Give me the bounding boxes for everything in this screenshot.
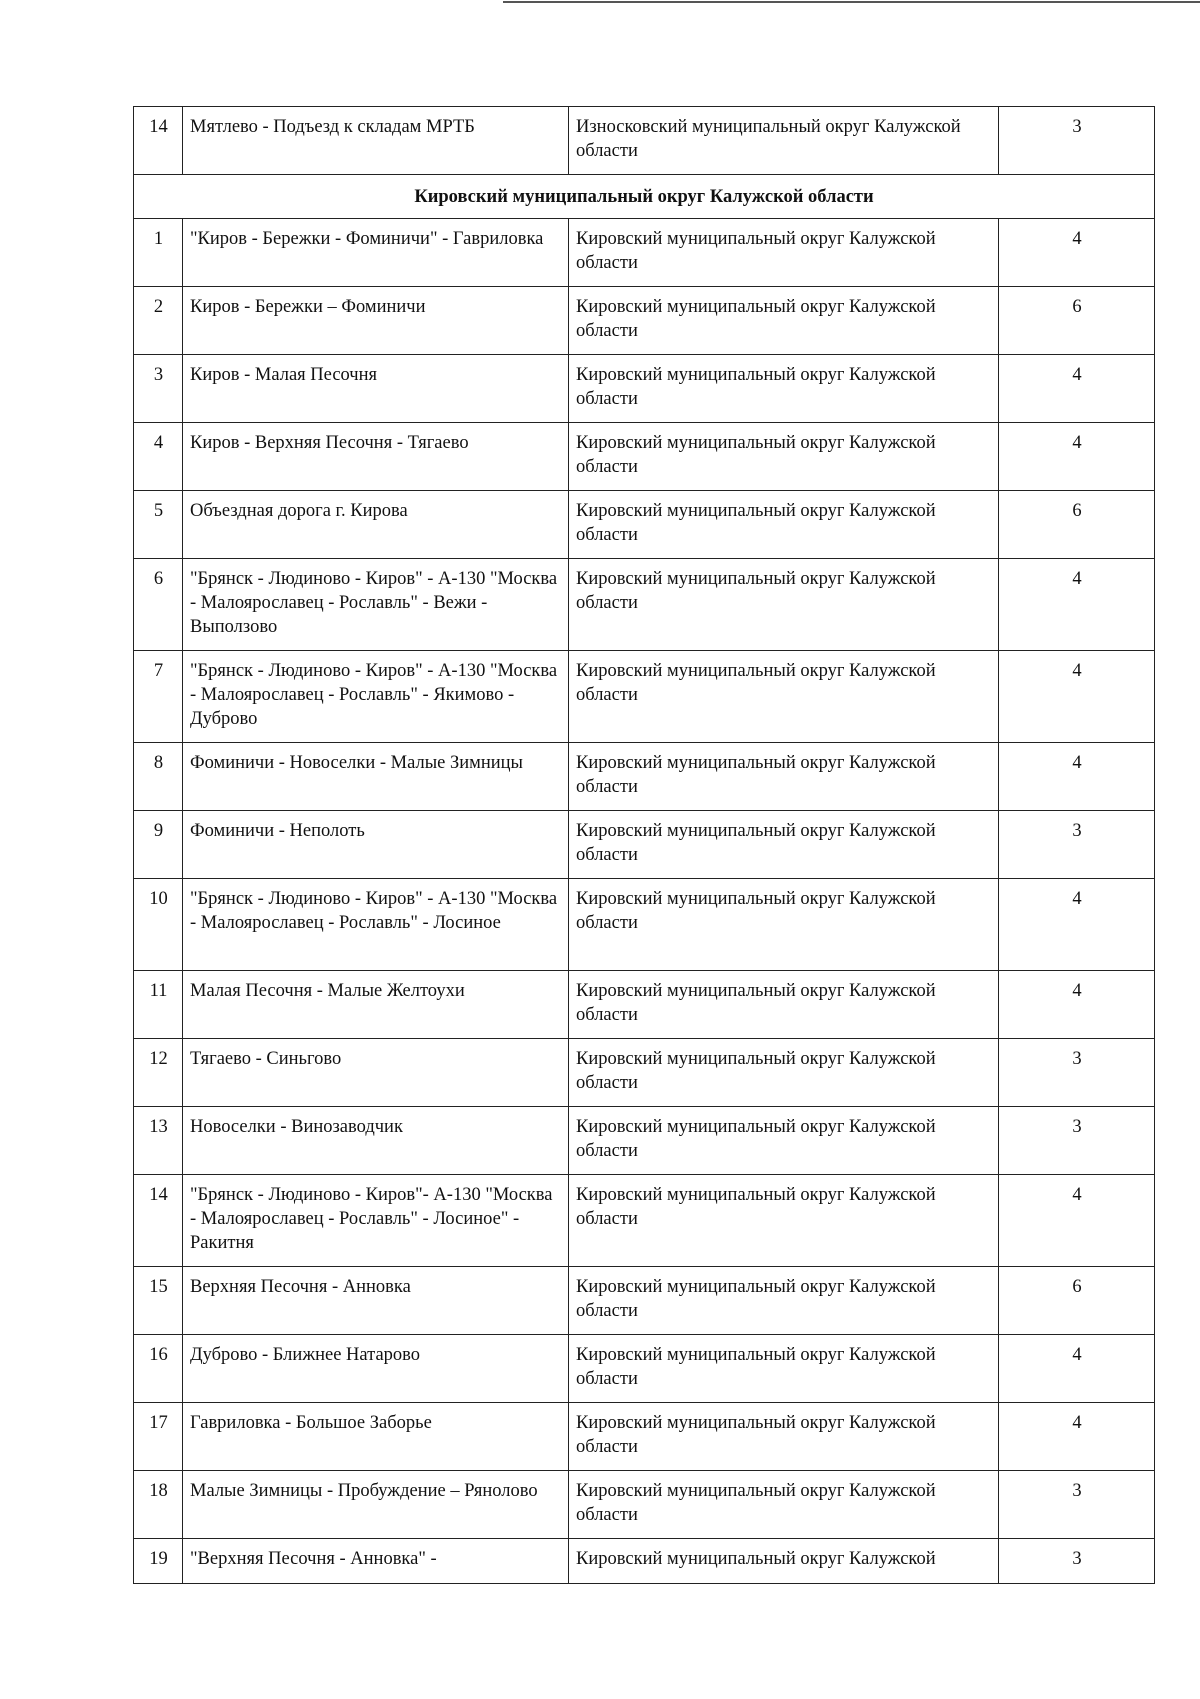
district-name: Кировский муниципальный округ Калужской области xyxy=(569,811,999,879)
road-name: "Верхняя Песочня - Анновка" - xyxy=(183,1539,569,1584)
row-number: 6 xyxy=(134,559,183,651)
row-number: 18 xyxy=(134,1471,183,1539)
road-name: Гавриловка - Большое Заборье xyxy=(183,1403,569,1471)
road-name: Верхняя Песочня - Анновка xyxy=(183,1267,569,1335)
district-name: Кировский муниципальный округ Калужской области xyxy=(569,1335,999,1403)
row-number: 10 xyxy=(134,879,183,971)
road-length: 6 xyxy=(999,491,1155,559)
road-length: 4 xyxy=(999,423,1155,491)
district-name: Кировский муниципальный округ Калужской области xyxy=(569,491,999,559)
table-row xyxy=(134,287,1155,355)
row-number: 16 xyxy=(134,1335,183,1403)
row-number: 3 xyxy=(134,355,183,423)
table-row xyxy=(134,1267,1155,1335)
roads-table-body xyxy=(134,107,1155,1584)
road-length: 6 xyxy=(999,287,1155,355)
road-name: "Брянск - Людиново - Киров" - А-130 "Москва - Малоярославец - Рославль" - Лосиное xyxy=(183,879,569,971)
table-row xyxy=(134,1175,1155,1267)
road-name: Объездная дорога г. Кирова xyxy=(183,491,569,559)
road-name: Киров - Бережки – Фоминичи xyxy=(183,287,569,355)
district-name: Кировский муниципальный округ Калужской области xyxy=(569,651,999,743)
road-name: Малая Песочня - Малые Желтоухи xyxy=(183,971,569,1039)
road-length: 4 xyxy=(999,971,1155,1039)
district-name: Кировский муниципальный округ Калужской области xyxy=(569,423,999,491)
road-name: Фоминичи - Неполоть xyxy=(183,811,569,879)
district-name: Кировский муниципальный округ Калужской области xyxy=(569,1403,999,1471)
road-length: 4 xyxy=(999,1335,1155,1403)
road-name: Малые Зимницы - Пробуждение – Рянолово xyxy=(183,1471,569,1539)
table-row xyxy=(134,1107,1155,1175)
table-row xyxy=(134,1539,1155,1584)
district-name: Износковский муниципальный округ Калужской области xyxy=(569,107,999,175)
road-name: Фоминичи - Новоселки - Малые Зимницы xyxy=(183,743,569,811)
table-row xyxy=(134,423,1155,491)
row-number: 12 xyxy=(134,1039,183,1107)
row-number: 2 xyxy=(134,287,183,355)
road-name: "Брянск - Людиново - Киров" - А-130 "Москва - Малоярославец - Рославль" - Вежи - Выползово xyxy=(183,559,569,651)
table-row xyxy=(134,491,1155,559)
row-number: 4 xyxy=(134,423,183,491)
road-name: Киров - Малая Песочня xyxy=(183,355,569,423)
table-row xyxy=(134,355,1155,423)
district-name: Кировский муниципальный округ Калужской области xyxy=(569,559,999,651)
row-number: 11 xyxy=(134,971,183,1039)
road-name: Киров - Верхняя Песочня - Тягаево xyxy=(183,423,569,491)
district-name: Кировский муниципальный округ Калужской области xyxy=(569,971,999,1039)
district-name: Кировский муниципальный округ Калужской области xyxy=(569,1107,999,1175)
section-header-row xyxy=(134,175,1155,219)
district-name: Кировский муниципальный округ Калужской области xyxy=(569,743,999,811)
table-row xyxy=(134,1039,1155,1107)
row-number: 14 xyxy=(134,107,183,175)
road-length: 3 xyxy=(999,1039,1155,1107)
road-length: 6 xyxy=(999,1267,1155,1335)
table-row xyxy=(134,107,1155,175)
section-title: Кировский муниципальный округ Калужской области xyxy=(134,175,1155,219)
road-name: Новоселки - Винозаводчик xyxy=(183,1107,569,1175)
table-row xyxy=(134,1335,1155,1403)
district-name: Кировский муниципальный округ Калужской области xyxy=(569,879,999,971)
road-length: 4 xyxy=(999,355,1155,423)
district-name: Кировский муниципальный округ Калужской области xyxy=(569,355,999,423)
table-row xyxy=(134,1403,1155,1471)
road-length: 3 xyxy=(999,1539,1155,1584)
road-length: 3 xyxy=(999,107,1155,175)
row-number: 19 xyxy=(134,1539,183,1584)
road-name: Дуброво - Ближнее Натарово xyxy=(183,1335,569,1403)
top-rule xyxy=(503,1,1200,3)
row-number: 8 xyxy=(134,743,183,811)
district-name: Кировский муниципальный округ Калужской области xyxy=(569,1175,999,1267)
road-length: 4 xyxy=(999,879,1155,971)
roads-table xyxy=(133,106,1155,1584)
row-number: 17 xyxy=(134,1403,183,1471)
road-name: Мятлево - Подъезд к складам МРТБ xyxy=(183,107,569,175)
road-name: "Брянск - Людиново - Киров" - А-130 "Москва - Малоярославец - Рославль" - Якимово - Дуброво xyxy=(183,651,569,743)
table-row xyxy=(134,971,1155,1039)
road-name: "Киров - Бережки - Фоминичи" - Гавриловка xyxy=(183,219,569,287)
table-row xyxy=(134,879,1155,971)
district-name: Кировский муниципальный округ Калужской области xyxy=(569,1471,999,1539)
table-row xyxy=(134,1471,1155,1539)
district-name: Кировский муниципальный округ Калужской области xyxy=(569,219,999,287)
road-length: 4 xyxy=(999,559,1155,651)
road-length: 4 xyxy=(999,743,1155,811)
row-number: 5 xyxy=(134,491,183,559)
table-row xyxy=(134,811,1155,879)
road-length: 4 xyxy=(999,219,1155,287)
row-number: 15 xyxy=(134,1267,183,1335)
row-number: 1 xyxy=(134,219,183,287)
district-name: Кировский муниципальный округ Калужской области xyxy=(569,287,999,355)
district-name: Кировский муниципальный округ Калужской области xyxy=(569,1039,999,1107)
table-row xyxy=(134,219,1155,287)
row-number: 7 xyxy=(134,651,183,743)
road-length: 3 xyxy=(999,1471,1155,1539)
table-row xyxy=(134,651,1155,743)
road-length: 4 xyxy=(999,1403,1155,1471)
district-name: Кировский муниципальный округ Калужской области xyxy=(569,1267,999,1335)
road-length: 4 xyxy=(999,651,1155,743)
road-name: Тягаево - Синьгово xyxy=(183,1039,569,1107)
district-name: Кировский муниципальный округ Калужской xyxy=(569,1539,999,1584)
road-name: "Брянск - Людиново - Киров"- А-130 "Москва - Малоярославец - Рославль" - Лосиное" - Ракитня xyxy=(183,1175,569,1267)
road-length: 3 xyxy=(999,811,1155,879)
row-number: 13 xyxy=(134,1107,183,1175)
road-length: 4 xyxy=(999,1175,1155,1267)
road-length: 3 xyxy=(999,1107,1155,1175)
row-number: 9 xyxy=(134,811,183,879)
table-row xyxy=(134,559,1155,651)
row-number: 14 xyxy=(134,1175,183,1267)
table-row xyxy=(134,743,1155,811)
